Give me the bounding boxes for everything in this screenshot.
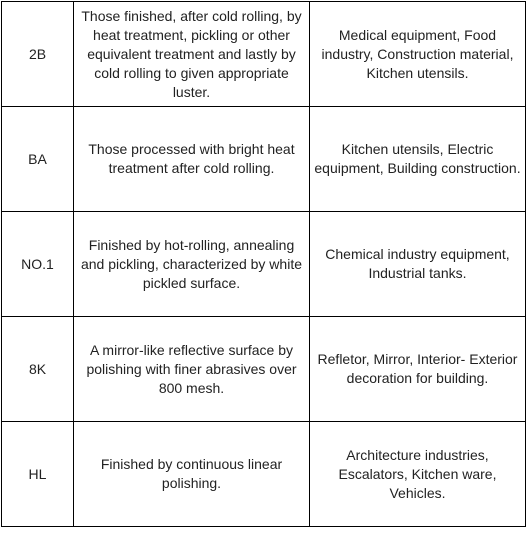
finish-code-cell: 2B — [2, 2, 74, 107]
table-row — [2, 107, 526, 212]
finish-code-cell: 8K — [2, 317, 74, 422]
table-row — [2, 317, 526, 422]
finish-code-cell: NO.1 — [2, 212, 74, 317]
table-row — [2, 2, 526, 107]
finish-applications-cell: Chemical industry equipment, Industrial tanks. — [310, 212, 526, 317]
finish-applications-cell: Refletor, Mirror, Interior- Exterior decoration for building. — [310, 317, 526, 422]
finish-applications-cell: Kitchen utensils, Electric equipment, Building construction. — [310, 107, 526, 212]
finish-applications-cell: Medical equipment, Food industry, Construction material, Kitchen utensils. — [310, 2, 526, 107]
finish-code-cell: BA — [2, 107, 74, 212]
finish-description-cell: Those processed with bright heat treatment after cold rolling. — [74, 107, 310, 212]
finish-description-cell: Finished by hot-rolling, annealing and pickling, characterized by white pickled surface. — [74, 212, 310, 317]
finish-code-cell: HL — [2, 422, 74, 527]
finish-description-cell: Those finished, after cold rolling, by heat treatment, pickling or other equivalent treatment and lastly by cold rolling to given appropriate luster. — [74, 2, 310, 107]
finish-description-cell: A mirror-like reflective surface by polishing with finer abrasives over 800 mesh. — [74, 317, 310, 422]
table-row — [2, 422, 526, 527]
finish-description-cell: Finished by continuous linear polishing. — [74, 422, 310, 527]
finish-applications-cell: Architecture industries, Escalators, Kitchen ware, Vehicles. — [310, 422, 526, 527]
surface-finish-table — [1, 1, 526, 527]
table-row — [2, 212, 526, 317]
